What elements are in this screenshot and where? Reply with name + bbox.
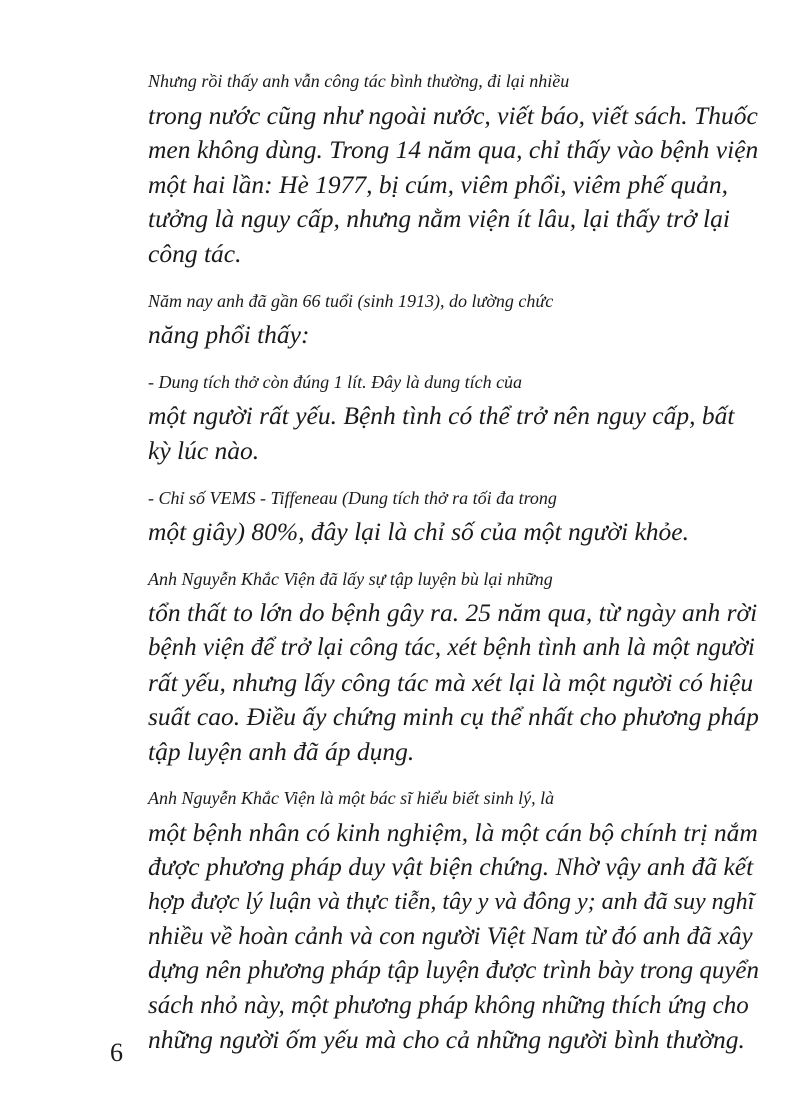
text-line: - Dung tích thở còn đúng 1 lít. Đây là dung tích của (148, 371, 523, 392)
text-line: hợp được lý luận và thực tiễn, tây y và đông y; anh đã suy nghĩ (148, 889, 755, 916)
text-line: suất cao. Điều ấy chứng minh cụ thể nhất cho phương pháp (148, 702, 759, 732)
paragraph-training-results (110, 562, 760, 770)
text-line: một hai lần: Hè 1977, bị cúm, viêm phổi, viêm phế quản, (148, 169, 729, 199)
text-line: Anh Nguyễn Khắc Viện là một bác sĩ hiểu biết sinh lý, là (148, 788, 555, 809)
text-line: bệnh viện để trở lại công tác, xét bệnh tình anh là một người (148, 633, 755, 661)
paragraph-vems-index (110, 481, 760, 550)
text-line: dựng nên phương pháp tập luyện được trình bày trong quyển (148, 957, 760, 985)
text-line: nhiều về hoàn cảnh và con người Việt Nam từ đó anh đã xây (148, 922, 753, 950)
text-line: tập luyện anh đã áp dụng. (148, 736, 415, 766)
text-line: trong nước cũng như ngoài nước, viết báo, viết sách. Thuốc (148, 100, 758, 130)
paragraph-recovery (110, 64, 760, 272)
body-text (110, 64, 760, 1070)
paragraph-breathing-capacity (110, 365, 760, 469)
page-number: 6 (110, 1038, 123, 1067)
text-line: Năm nay anh đã gần 66 tuổi (sinh 1913), do lường chức (148, 290, 554, 311)
text-line: công tác. (148, 238, 242, 268)
text-line: tưởng là nguy cấp, nhưng nằm viện ít lâu, lại thấy trở lại (148, 204, 730, 234)
paragraph-lung-function (110, 284, 760, 353)
text-line: năng phổi thấy: (148, 320, 310, 350)
text-line: được phương pháp duy vật biện chứng. Nhờ vậy anh đã kết (148, 852, 754, 882)
text-line: men không dùng. Trong 14 năm qua, chỉ thấy vào bệnh viện (148, 135, 759, 165)
paragraph-method-origin (110, 781, 760, 1058)
text-line: rất yếu, nhưng lấy công tác mà xét lại là một người có hiệu (148, 667, 754, 697)
text-line: một giây) 80%, đây lại là chỉ số của một người khỏe. (148, 517, 689, 547)
text-line: sách nhỏ này, một phương pháp không những thích ứng cho (148, 991, 749, 1019)
text-line: một người rất yếu. Bệnh tình có thể trở nên nguy cấp, bất (148, 401, 735, 431)
text-line: tổn thất to lớn do bệnh gây ra. 25 năm qua, từ ngày anh rời (148, 598, 758, 628)
text-line: kỳ lúc nào. (148, 435, 260, 465)
text-line: Anh Nguyễn Khắc Viện đã lấy sự tập luyện bù lại những (148, 568, 553, 589)
text-line: - Chỉ số VEMS - Tiffeneau (Dung tích thở ra tối đa trong (148, 487, 557, 508)
text-line: Nhưng rồi thấy anh vẫn công tác bình thường, đi lại nhiều (148, 71, 570, 91)
text-line: một bệnh nhân có kinh nghiệm, là một cán bộ chính trị nắm (148, 817, 758, 847)
text-line: những người ốm yếu mà cho cả những người bình thường. (148, 1025, 745, 1055)
